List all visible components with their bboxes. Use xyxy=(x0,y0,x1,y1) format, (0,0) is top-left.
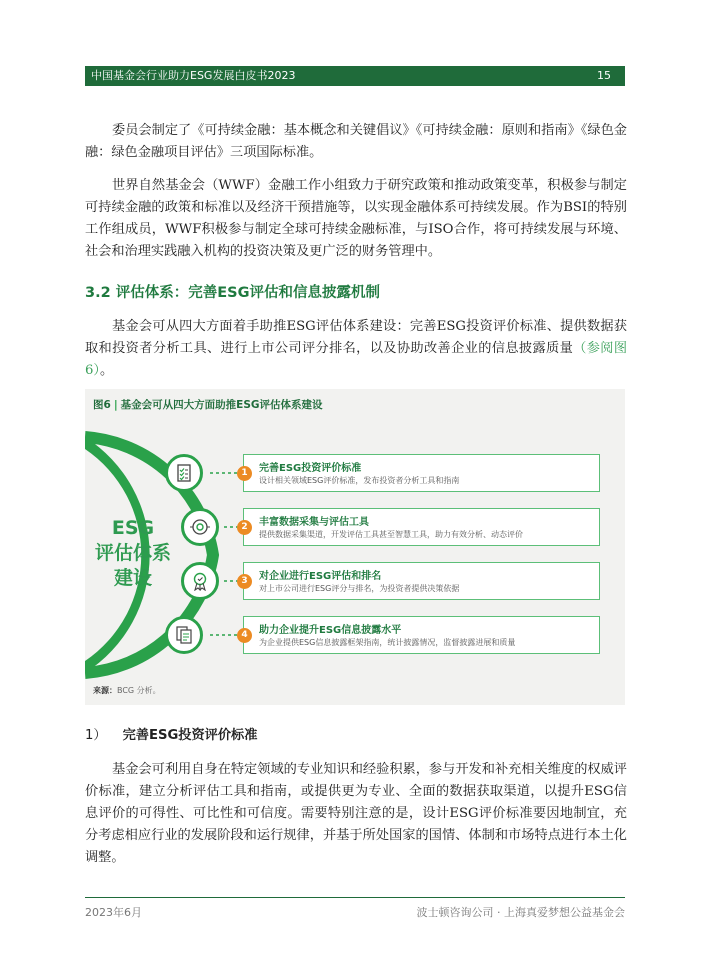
figure-title-separator: | xyxy=(113,399,118,411)
source-text: BCG 分析。 xyxy=(117,686,161,695)
figure-source xyxy=(93,685,161,696)
item-description: 为企业提供ESG信息披露框架指南，统计披露情况，监督披露进展和质量 xyxy=(259,638,516,647)
section-heading: 3.2 评估体系：完善ESG评估和信息披露机制 xyxy=(85,285,380,301)
paragraph-end: 。 xyxy=(99,363,114,378)
subsection-number: 1） xyxy=(85,728,107,743)
item-description: 对上市公司进行ESG评分与排名，为投资者提供决策依据 xyxy=(259,584,460,593)
figure-label: 图6 xyxy=(93,399,111,411)
award-ribbon-icon xyxy=(181,562,219,600)
item-number-badge: 4 xyxy=(237,628,252,643)
item-title: 完善ESG投资评价标准 xyxy=(259,463,362,474)
footer-divider xyxy=(85,897,625,898)
paragraph-iso-standards: 委员会制定了《可持续金融：基本概念和关键倡议》《可持续金融：原则和指南》《绿色金融：绿色金融项目评估》三项国际标准。 xyxy=(85,123,627,160)
figure-caption: 基金会可从四大方面助推ESG评估体系建设 xyxy=(120,399,323,411)
figure-6 xyxy=(85,389,625,705)
item-number-badge: 1 xyxy=(237,466,252,481)
item-description: 提供数据采集渠道，开发评估工具甚至智慧工具，助力有效分析、动态评价 xyxy=(259,530,523,539)
item-title: 助力企业提升ESG信息披露水平 xyxy=(259,625,402,636)
item-number-badge: 2 xyxy=(237,520,252,535)
footer-date: 2023年6月 xyxy=(85,906,142,919)
figure-reference-link[interactable]: （参阅图6） xyxy=(85,341,628,378)
paragraph-four-aspects xyxy=(85,316,627,382)
paragraph-wwf: 世界自然基金会（WWF）金融工作小组致力于研究政策和推动政策变革，积极参与制定可持续金融的政策和标准以及经济干预措施等，以实现金融体系可持续发展。作为BSI的特别工作组成员，WWF积极参与制定全球可持续金融标准，与ISO合作，将可持续发展与环境、社会和治理实践融入机构的投资决策及更广泛的财务管理中。 xyxy=(85,178,627,259)
item-card-3 xyxy=(243,562,600,600)
source-label: 来源： xyxy=(93,686,117,695)
paragraph-evaluation-standards: 基金会可利用自身在特定领域的专业知识和经验积累，参与开发和补充相关维度的权威评价标准，建立分析评估工具和指南，或提供更为专业、全面的数据获取渠道，以提升ESG信息评价的可得性、可比性和可信度。需要特别注意的是，设计ESG评价标准要因地制宜，充分考虑相应行业的发展阶段和运行规律，并基于所处国家的国情、体制和市场特点进行本土化调整。 xyxy=(85,762,627,865)
item-title: 对企业进行ESG评估和排名 xyxy=(259,571,382,582)
esg-center-label: ESG 评估体系 建设 xyxy=(94,517,171,589)
item-card-4 xyxy=(243,616,600,654)
subsection-title: 完善ESG投资评价标准 xyxy=(122,728,258,743)
item-card-2 xyxy=(243,508,600,546)
page-header xyxy=(85,66,625,86)
page-number: 15 xyxy=(597,69,611,82)
footer-publishers: 波士顿咨询公司 · 上海真爱梦想公益基金会 xyxy=(416,906,625,919)
item-card-1 xyxy=(243,454,600,492)
paragraph-text: 基金会可从四大方面着手助推ESG评估体系建设：完善ESG投资评价标准、提供数据获取和投资者分析工具、进行上市公司评分排名，以及协助改善企业的信息披露质量 xyxy=(85,319,627,356)
item-description: 设计相关领域ESG评价标准，发布投资者分析工具和指南 xyxy=(259,476,460,485)
documents-icon xyxy=(165,616,203,654)
checklist-icon xyxy=(165,454,203,492)
item-title: 丰富数据采集与评估工具 xyxy=(259,517,369,528)
document-title: 中国基金会行业助力ESG发展白皮书2023 xyxy=(91,69,296,82)
data-tools-icon xyxy=(181,508,219,546)
item-number-badge: 3 xyxy=(237,574,252,589)
subsection-heading xyxy=(85,724,257,743)
